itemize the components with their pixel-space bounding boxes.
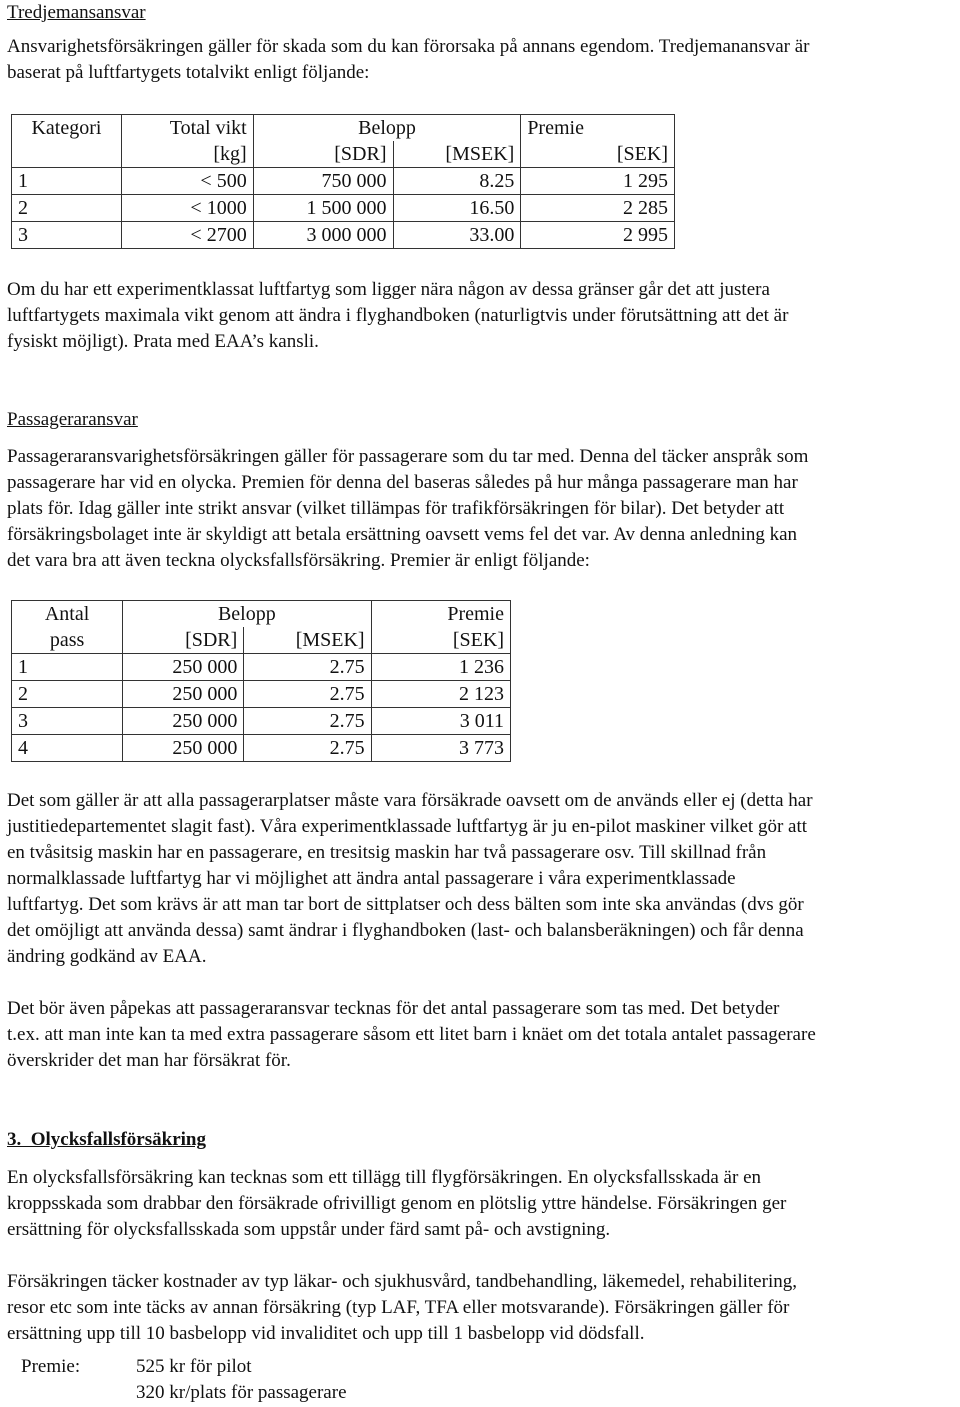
cell-sek: 3 011 xyxy=(371,708,510,735)
paragraph-passageraransvar-intro xyxy=(7,444,955,574)
paragraph-tredjemansansvar-intro xyxy=(7,34,955,86)
text-line: överskrider det man har försäkrat för. xyxy=(7,1050,291,1071)
table-row xyxy=(12,735,511,762)
cell-vikt: < 1000 xyxy=(121,195,253,222)
paragraph-olycksfall-intro xyxy=(7,1165,955,1243)
text-line: det vara bra att även teckna olycksfallsförsäkring. Premier är enligt följande: xyxy=(7,550,590,571)
text-line: normalklassade luftfartyg har vi möjlighet att ändra antal passagerare i våra experimentklassade xyxy=(7,868,736,889)
table-row xyxy=(12,681,511,708)
cell-msek: 8.25 xyxy=(393,168,521,195)
section-heading-passageraransvar: Passageraransvar xyxy=(7,409,138,430)
text-line: Försäkringen täcker kostnader av typ läkar- och sjukhusvård, tandbehandling, läkemedel, rehabilitering, xyxy=(7,1271,797,1292)
table-row xyxy=(12,168,675,195)
text-line: Om du har ett experimentklassat luftfartyg som ligger nära någon av dessa gränser går det att justera xyxy=(7,279,770,300)
cell-sdr: 250 000 xyxy=(123,681,244,708)
text-line: försäkringsbolaget inte är skyldigt att betala ersättning oavsett vems fel det var. Av denna anledning kan xyxy=(7,524,798,545)
cell-sek: 1 236 xyxy=(371,654,510,681)
cell-sek: 1 295 xyxy=(521,168,675,195)
cell-sek: 2 995 xyxy=(521,222,675,249)
header-total-vikt: Total vikt xyxy=(121,115,253,142)
header-sdr: [SDR] xyxy=(123,627,244,654)
text-line: kroppsskada som drabbar den försäkrade ofrivilligt genom en plötslig yttre händelse. Försäkringen ger xyxy=(7,1193,787,1214)
text-line: ersättning för olycksfallsskada som uppstår under färd samt på- och avstigning. xyxy=(7,1219,611,1240)
table-header-row xyxy=(12,627,511,654)
header-msek: [MSEK] xyxy=(244,627,371,654)
table-header-row xyxy=(12,141,675,168)
section-heading-olycksfallsforsakring: 3. Olycksfallsförsäkring xyxy=(7,1129,206,1150)
cell-sek: 3 773 xyxy=(371,735,510,762)
cell-kategori: 1 xyxy=(12,168,122,195)
premie-label: Premie: xyxy=(21,1356,81,1377)
cell-antal: 3 xyxy=(12,708,123,735)
header-sek: [SEK] xyxy=(371,627,510,654)
text-line: passagerare har vid en olycka. Premien för denna del baseras således på hur många passagerare man har xyxy=(7,472,798,493)
text-line: justitiedepartementet slagit fast). Våra experimentklassade luftfartyg är ju en-pilot maskiner vilket gör att xyxy=(7,816,808,837)
cell-sdr: 1 500 000 xyxy=(253,195,393,222)
cell-sek: 2 285 xyxy=(521,195,675,222)
header-kg: [kg] xyxy=(121,141,253,168)
premie-value-passenger: 320 kr/plats för passagerare xyxy=(136,1382,347,1403)
table-row xyxy=(12,195,675,222)
header-antal: Antal xyxy=(12,601,123,628)
cell-vikt: < 2700 xyxy=(121,222,253,249)
text-line: Det som gäller är att alla passagerarplatser måste vara försäkrade oavsett om de används eller ej (detta har xyxy=(7,790,813,811)
table-row xyxy=(12,654,511,681)
text-line: fysiskt möjligt). Prata med EAA’s kansli. xyxy=(7,331,319,352)
cell-msek: 16.50 xyxy=(393,195,521,222)
paragraph-weight-adjustment xyxy=(7,277,955,355)
cell-sdr: 250 000 xyxy=(123,654,244,681)
text-line: en tvåsitsig maskin har en passagerare, en tresitsig maskin har två passagerare osv. Till skillnad från xyxy=(7,842,767,863)
header-msek: [MSEK] xyxy=(393,141,521,168)
header-belopp: Belopp xyxy=(123,601,371,628)
header-pass: pass xyxy=(12,627,123,654)
text-line: baserat på luftfartygets totalvikt enligt följande: xyxy=(7,62,370,83)
cell-sdr: 750 000 xyxy=(253,168,393,195)
premie-value-pilot: 525 kr för pilot xyxy=(136,1356,252,1377)
cell-kategori: 2 xyxy=(12,195,122,222)
cell-vikt: < 500 xyxy=(121,168,253,195)
header-premie: Premie xyxy=(371,601,510,628)
table-header-row xyxy=(12,115,675,142)
table-header-row xyxy=(12,601,511,628)
table-row xyxy=(12,222,675,249)
text-line: luftfartygets maximala vikt genom att ändra i flyghandboken (naturligtvis under förutsättning att det är xyxy=(7,305,789,326)
cell-sek: 2 123 xyxy=(371,681,510,708)
text-line: resor etc som inte täcks av annan försäkring (typ LAF, TFA eller motsvarande). Försäkringen gäller för xyxy=(7,1297,790,1318)
text-line: Det bör även påpekas att passageraransvar tecknas för det antal passagerare som tas med. Det betyder xyxy=(7,998,780,1019)
cell-sdr: 250 000 xyxy=(123,735,244,762)
cell-antal: 4 xyxy=(12,735,123,762)
header-sek: [SEK] xyxy=(521,141,675,168)
cell-msek: 2.75 xyxy=(244,681,371,708)
text-line: ersättning upp till 10 basbelopp vid invaliditet och upp till 1 basbelopp vid dödsfall. xyxy=(7,1323,645,1344)
header-belopp: Belopp xyxy=(253,115,521,142)
passenger-premium-table xyxy=(11,600,511,762)
cell-kategori: 3 xyxy=(12,222,122,249)
cell-msek: 2.75 xyxy=(244,654,371,681)
text-line: ändring godkänd av EAA. xyxy=(7,946,207,967)
section-heading-tredjemansansvar: Tredjemansansvar xyxy=(7,2,146,23)
text-line: t.ex. att man inte kan ta med extra passagerare såsom ett litet barn i knäet om det totala antalet passagerare xyxy=(7,1024,816,1045)
text-line: plats för. Idag gäller inte strikt ansvar (vilket tillämpas för trafikförsäkringen för bilar). Det betyder att xyxy=(7,498,785,519)
text-line: Ansvarighetsförsäkringen gäller för skada som du kan förorsaka på annans egendom. Tredjemanansvar är xyxy=(7,36,810,57)
cell-sdr: 250 000 xyxy=(123,708,244,735)
cell-msek: 33.00 xyxy=(393,222,521,249)
weight-premium-table xyxy=(11,114,675,249)
cell-sdr: 3 000 000 xyxy=(253,222,393,249)
paragraph-passenger-seats xyxy=(7,788,955,970)
text-line: det omöjligt att använda dessa) samt ändrar i flyghandboken (last- och balansberäkningen) och får denna xyxy=(7,920,804,941)
text-line: Passageraransvarighetsförsäkringen gäller för passagerare som du tar med. Denna del täcker anspråk som xyxy=(7,446,809,467)
cell-msek: 2.75 xyxy=(244,708,371,735)
text-line: luftfartyg. Det som krävs är att man tar bort de sittplatser och dess bälten som inte ska användas (dvs gör xyxy=(7,894,804,915)
header-premie: Premie xyxy=(521,115,675,142)
paragraph-passenger-count-note xyxy=(7,996,955,1074)
cell-antal: 2 xyxy=(12,681,123,708)
cell-msek: 2.75 xyxy=(244,735,371,762)
header-kategori: Kategori xyxy=(12,115,122,142)
header-sdr: [SDR] xyxy=(253,141,393,168)
paragraph-olycksfall-coverage xyxy=(7,1269,955,1347)
text-line: En olycksfallsförsäkring kan tecknas som ett tillägg till flygförsäkringen. En olycksfallsskada är en xyxy=(7,1167,761,1188)
table-row xyxy=(12,708,511,735)
cell-antal: 1 xyxy=(12,654,123,681)
